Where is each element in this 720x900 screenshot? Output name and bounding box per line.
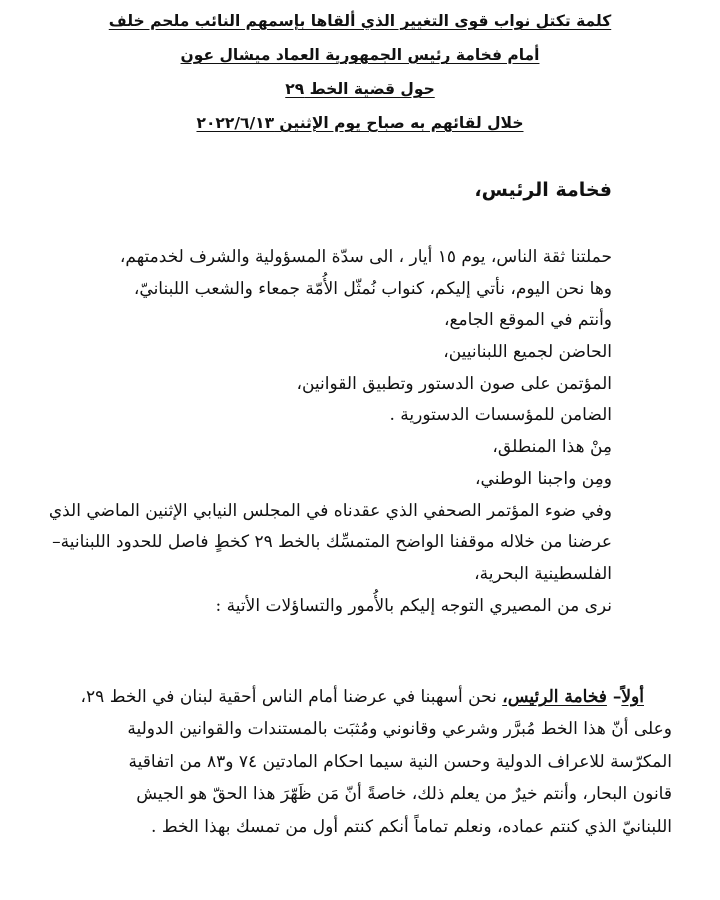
body-line: المؤتمن على صون الدستور وتطبيق القوانين، [296,373,612,394]
point-line: المكرّسة للاعراف الدولية وحسن النية سيما احكام المادتين ٧٤ و٨٣ من اتفاقية [128,751,672,772]
body-line: عرضنا من خلاله موقفنا الواضح المتمسِّك بالخط ٢٩ كخطٍ فاصل للحدود اللبنانية– [52,532,612,553]
point-title: فخامة الرئيس، [502,687,607,707]
body-line: وفي ضوء المؤتمر الصحفي الذي عقدناه في المجلس النيابي الإثنين الماضي الذي [48,500,612,521]
body-line: نرى من المصيري التوجه إليكم بالأُمور والتساؤلات الأتية : [215,595,612,616]
point-dash: – [606,687,622,707]
point-label: أولاً [621,687,644,707]
header-date-line: خلال لقائهم به صباح يوم الإثنين ٢٠٢٢/٦/١٣ [196,114,524,132]
point-one-first-line [12,681,692,713]
body-line: مِنْ هذا المنطلق، [492,437,612,458]
point-first-text: نحن أسهبنا في عرضنا أمام الناس أحقية لبنان في الخط ٢٩، [80,687,503,707]
point-one-paragraph [12,681,692,843]
body-line: وأنتم في الموقع الجامع، [444,310,612,331]
body-line: الضامن للمؤسسات الدستورية . [389,405,612,426]
letter-header [0,6,720,142]
body-line: وها نحن اليوم، نأتي إليكم، كنواب نُمثّل الأُمّة جمعاء والشعب اللبنانيّ، [133,278,612,299]
salutation: فخامة الرئيس، [474,179,612,201]
speech-body [12,242,612,622]
header-subject-line: حول قضية الخط ٢٩ [285,80,435,98]
body-line: الحاضن لجميع اللبنانيين، [443,342,612,363]
header-addressee-line: أمام فخامة رئيس الجمهورية العماد ميشال عون [180,46,540,64]
body-line: الفلسطينية البحرية، [474,563,612,584]
point-line: وعلى أنّ هذا الخط مُبرَّر وشرعي وقانوني ومُثبَت بالمستندات والقوانين الدولية [127,719,672,740]
body-line: ومِن واجبنا الوطني، [475,468,612,489]
header-title-line: كلمة تكتل نواب قوى التغيير الذي ألقاها بإسمهم النائب ملحم خلف [108,12,612,30]
point-line: قانون البحار، وأنتم خيرٌ من يعلم ذلك، خاصةً أنّ مَن ظَهّرَ هذا الحقّ هو الجيش [136,784,672,805]
body-line: حملتنا ثقة الناس، يوم ١٥ أيار ، الى سدّة المسؤولية والشرف لخدمتهم، [119,247,612,267]
point-line: اللبنانيّ الذي كنتم عماده، ونعلم تماماً أنكم كنتم أول من تمسك بهذا الخط . [151,816,672,837]
